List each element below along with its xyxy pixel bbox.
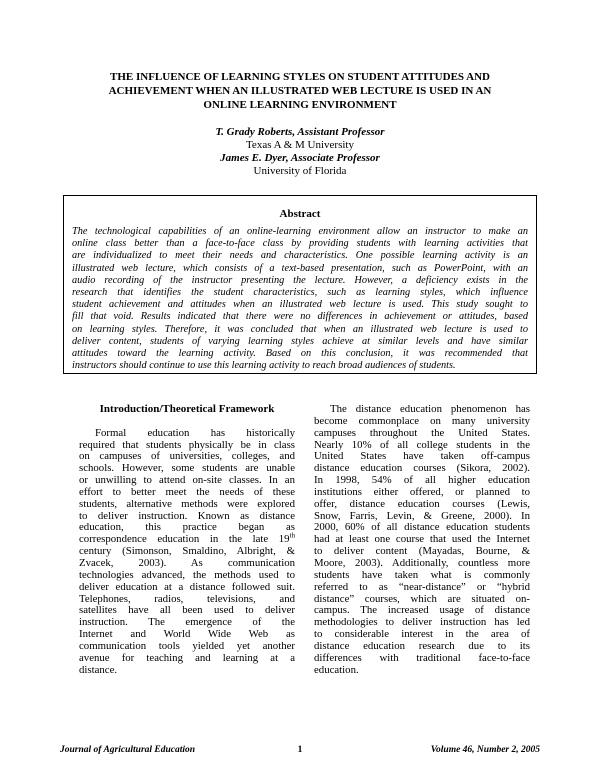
body-line: had at least one course that used the Internet	[314, 533, 530, 546]
footer-volume: Volume 46, Number 2, 2005	[430, 745, 540, 755]
body-line: Moore, 2003). Additionally, countless more	[314, 556, 530, 569]
body-line: Telephones, radios, televisions, and	[79, 592, 295, 605]
body-line: In 1998, 54% of all higher education	[314, 474, 530, 487]
abstract-line: online class better than a face-to-face class by providing students with learning activities that	[72, 238, 528, 250]
superscript: th	[289, 531, 295, 540]
body-line: methodologies to deliver instruction has led	[314, 616, 530, 629]
abstract-line: deliver content, students of varying learning styles achieve at similar levels and have similar	[72, 335, 528, 347]
abstract-line: research that identifies the student characteristics, such as learning styles, which influence	[72, 286, 528, 298]
body-line: campuses throughout the United States.	[314, 426, 530, 439]
body-line: institutions either offered, or planned to	[314, 485, 530, 498]
body-line: satellites have all been used to deliver	[79, 604, 295, 617]
body-line: referred to as “near-distance” or “hybrid	[314, 580, 530, 593]
body-line: on campuses of universities, colleges, and	[79, 450, 295, 463]
body-line: students, alternative methods were explored	[79, 497, 295, 510]
abstract-line: attitudes toward the learning activity. Based on this conclusion, it was recommended that	[72, 347, 528, 359]
abstract-line: instructors should continue to use this learning activity to reach broad audiences of students.	[72, 360, 456, 372]
body-line: instruction. The emergence of the	[79, 616, 295, 629]
body-line: century (Simonson, Smaldino, Albright, &	[79, 545, 295, 558]
abstract-box	[63, 195, 537, 374]
body-line: distance education courses (Sikora, 2002).	[314, 462, 530, 475]
body-line: differences with traditional face-to-face	[314, 651, 530, 664]
body-line: Snow, Farris, Levin, & Greene, 2000). In	[314, 509, 530, 522]
abstract-line: The technological capabilities of an online-learning environment allow an instructor to make an	[72, 226, 528, 237]
body-line: Formal education has historically	[95, 426, 295, 439]
abstract-line: illustrated web lecture, which consists of a text-based presentation, such as PowerPoint, with an	[72, 262, 528, 274]
body-line: or unwilling to attend on-site classes. In an	[79, 474, 295, 487]
title-line: ONLINE LEARNING ENVIRONMENT	[203, 99, 397, 111]
body-line: schools. However, some students are unable	[79, 462, 295, 475]
body-line: deliver education at a distance followed suit.	[79, 580, 295, 593]
body-line: to deliver content (Mayadas, Bourne, &	[314, 545, 530, 558]
body-line: communication tools yielded yet another	[79, 639, 295, 652]
abstract-line: on learning styles. Therefore, it was concluded that when an illustrated web lecture is used to	[72, 323, 528, 335]
body-line: Nearly 10% of all college students in the	[314, 438, 530, 451]
abstract-line: student achievement and attitudes when an illustrated web lecture is used. This study sought to	[72, 299, 528, 311]
body-line: United States have taken off-campus	[314, 450, 530, 463]
abstract-line: fill that void. Results indicated that there were no differences in achievement or attitudes, based	[72, 311, 528, 323]
abstract-text	[72, 226, 528, 372]
body-line: students have taken what is commonly	[314, 568, 530, 581]
body-line: education.	[314, 663, 359, 676]
abstract-heading: Abstract	[279, 208, 321, 220]
author-name: James E. Dyer, Associate Professor	[220, 152, 380, 164]
section-heading: Introduction/Theoretical Framework	[99, 403, 275, 415]
paper-title	[60, 70, 540, 112]
body-line: distance education research due to its	[314, 639, 530, 652]
body-column-left	[79, 404, 295, 676]
author-affiliation: Texas A & M University	[245, 139, 354, 151]
body-column-right	[314, 404, 530, 676]
author-name: T. Grady Roberts, Assistant Professor	[215, 126, 385, 138]
body-line: offer, distance education courses (Lewis,	[314, 497, 530, 510]
title-line: ACHIEVEMENT WHEN AN ILLUSTRATED WEB LECTURE IS USED IN AN	[108, 85, 492, 97]
abstract-line: audio recording of the instructor presenting the lecture. However, a deficiency exists in the	[72, 274, 528, 286]
author-block	[60, 126, 540, 178]
body-line: avenue for teaching and learning at a	[79, 651, 295, 664]
body-line-text: correspondence education in the late 19	[79, 533, 290, 546]
body-line: Zvacek, 2003). As communication	[79, 556, 295, 569]
body-line: required that students physically be in class	[79, 438, 295, 451]
body-line: education, this practice began as	[79, 521, 295, 534]
body-line: to deliver instruction. Known as distance	[79, 509, 295, 522]
body-line: become commonplace on many university	[314, 414, 530, 427]
body-line: technologies advanced, the methods used to	[79, 568, 295, 581]
footer-page-number: 1	[297, 745, 303, 755]
title-line: THE INFLUENCE OF LEARNING STYLES ON STUDENT ATTITUDES AND	[110, 71, 490, 83]
body-line: Internet and World Wide Web as	[79, 628, 295, 641]
body-line: 2000, 60% of all distance education students	[314, 521, 530, 534]
body-line: The distance education phenomenon has	[330, 403, 530, 415]
body-line: to considerable interest in the area of	[314, 628, 530, 641]
body-line: distance.	[79, 663, 118, 676]
body-line: distance” courses, which are situated on-	[314, 592, 530, 605]
footer-journal: Journal of Agricultural Education	[60, 745, 196, 755]
body-line: campus. The increased usage of distance	[314, 604, 530, 617]
author-affiliation: University of Florida	[253, 165, 347, 177]
abstract-line: are individualized to meet their needs and characteristics. One possible learning activity is an	[72, 250, 528, 262]
body-line: effort to better meet the needs of these	[79, 485, 295, 498]
